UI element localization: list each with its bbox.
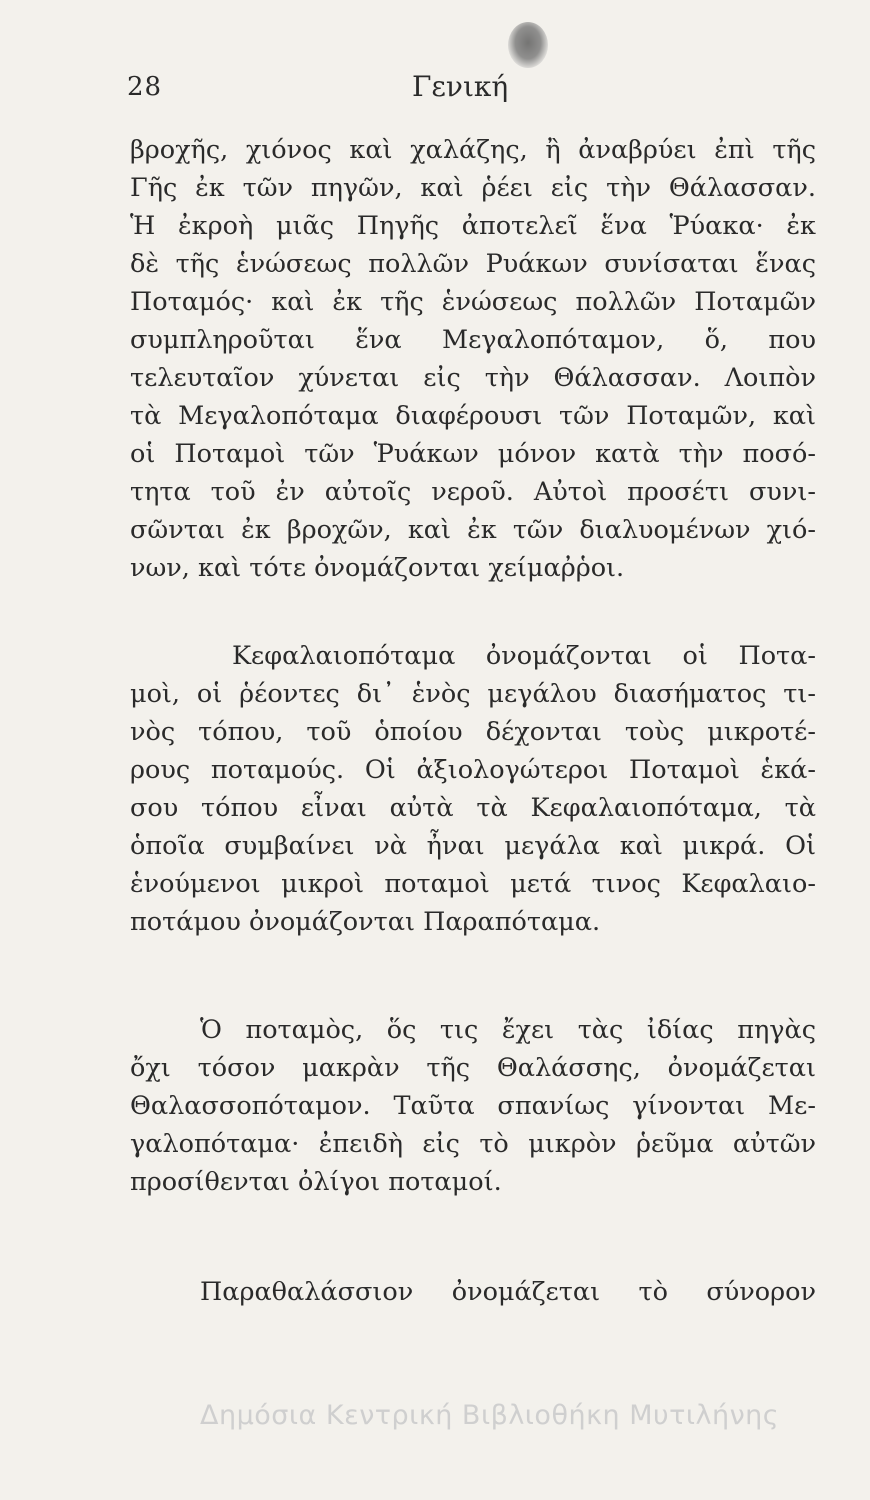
text-line: σῶνται ἐκ βροχῶν, καὶ ἐκ τῶν διαλυομένων χιό- bbox=[130, 515, 816, 545]
text-line: Ποταμός· καὶ ἐκ τῆς ἑνώσεως πολλῶν Ποταμῶν bbox=[130, 287, 816, 317]
page-number: 28 bbox=[127, 72, 163, 102]
text-line: Θαλασσοπόταμον. Ταῦτα σπανίως γίνονται Με- bbox=[130, 1091, 816, 1121]
ink-blot bbox=[508, 22, 548, 68]
text-line: γαλοπόταμα· ἐπειδὴ εἰς τὸ μικρὸν ῥεῦμα αὐτῶν bbox=[130, 1129, 816, 1159]
text-line: ἑνούμενοι μικροὶ ποταμοὶ μετά τινος Κεφαλαιο- bbox=[130, 869, 816, 899]
text-line: νων, καὶ τότε ὀνομάζονται χείμαῤῥοι. bbox=[130, 553, 625, 583]
text-line: τελευταῖον χύνεται εἰς τὴν Θάλασσαν. Λοιπὸν bbox=[130, 363, 816, 393]
text-line: τητα τοῦ ἐν αὐτοῖς νεροῦ. Αὐτοὶ προσέτι συνι- bbox=[130, 477, 816, 507]
text-line: Κεφαλαιοπόταμα ὀνομάζονται οἱ Ποτα- bbox=[232, 641, 816, 671]
text-line: προσίθενται ὀλίγοι ποταμοί. bbox=[130, 1167, 502, 1197]
text-line: νὸς τόπου, τοῦ ὁποίου δέχονται τοὺς μικροτέ- bbox=[130, 717, 816, 747]
running-head: Γενική bbox=[412, 70, 509, 103]
text-line: τὰ Μεγαλοπόταμα διαφέρουσι τῶν Ποταμῶν, καὶ bbox=[130, 401, 816, 431]
text-line: σου τόπου εἶναι αὐτὰ τὰ Κεφαλαιοπόταμα, τὰ bbox=[130, 793, 816, 823]
text-line: ὄχι τόσον μακρὰν τῆς Θαλάσσης, ὀνομάζεται bbox=[130, 1053, 816, 1083]
text-line: Ἡ ἐκροὴ μιᾶς Πηγῆς ἀποτελεῖ ἕνα Ῥύακα· ἐκ bbox=[130, 211, 816, 241]
text-line: δὲ τῆς ἑνώσεως πολλῶν Ρυάκων συνίσαται ἕνας bbox=[130, 249, 816, 279]
library-watermark: Δημόσια Κεντρική Βιβλιοθήκη Μυτιλήνης bbox=[200, 1400, 780, 1431]
text-line: οἱ Ποταμοὶ τῶν Ῥυάκων μόνον κατὰ τὴν ποσό- bbox=[130, 439, 816, 469]
text-line: Ὁ ποταμὸς, ὅς τις ἔχει τὰς ἰδίας πηγὰς bbox=[200, 1015, 816, 1045]
text-line: ὁποῖα συμβαίνει νὰ ἦναι μεγάλα καὶ μικρά. Οἱ bbox=[130, 831, 816, 861]
text-line: βροχῆς, χιόνος καὶ χαλάζης, ἢ ἀναβρύει ἐπὶ τῆς bbox=[130, 135, 816, 165]
text-line: συμπληροῦται ἕνα Μεγαλοπόταμον, ὅ, που bbox=[130, 325, 816, 355]
text-line: μοὶ, οἱ ῥέοντες δι᾽ ἑνὸς μεγάλου διασήματος τι- bbox=[130, 679, 816, 709]
text-line: ποτάμου ὀνομάζονται Παραπόταμα. bbox=[130, 907, 601, 937]
text-line: Γῆς ἐκ τῶν πηγῶν, καὶ ῥέει εἰς τὴν Θάλασσαν. bbox=[130, 173, 816, 203]
text-line: Παραθαλάσσιον ὀνομάζεται τὸ σύνορον bbox=[200, 1277, 816, 1307]
text-line: ρους ποταμούς. Οἱ ἀξιολογώτεροι Ποταμοὶ ἑκά- bbox=[130, 755, 816, 785]
